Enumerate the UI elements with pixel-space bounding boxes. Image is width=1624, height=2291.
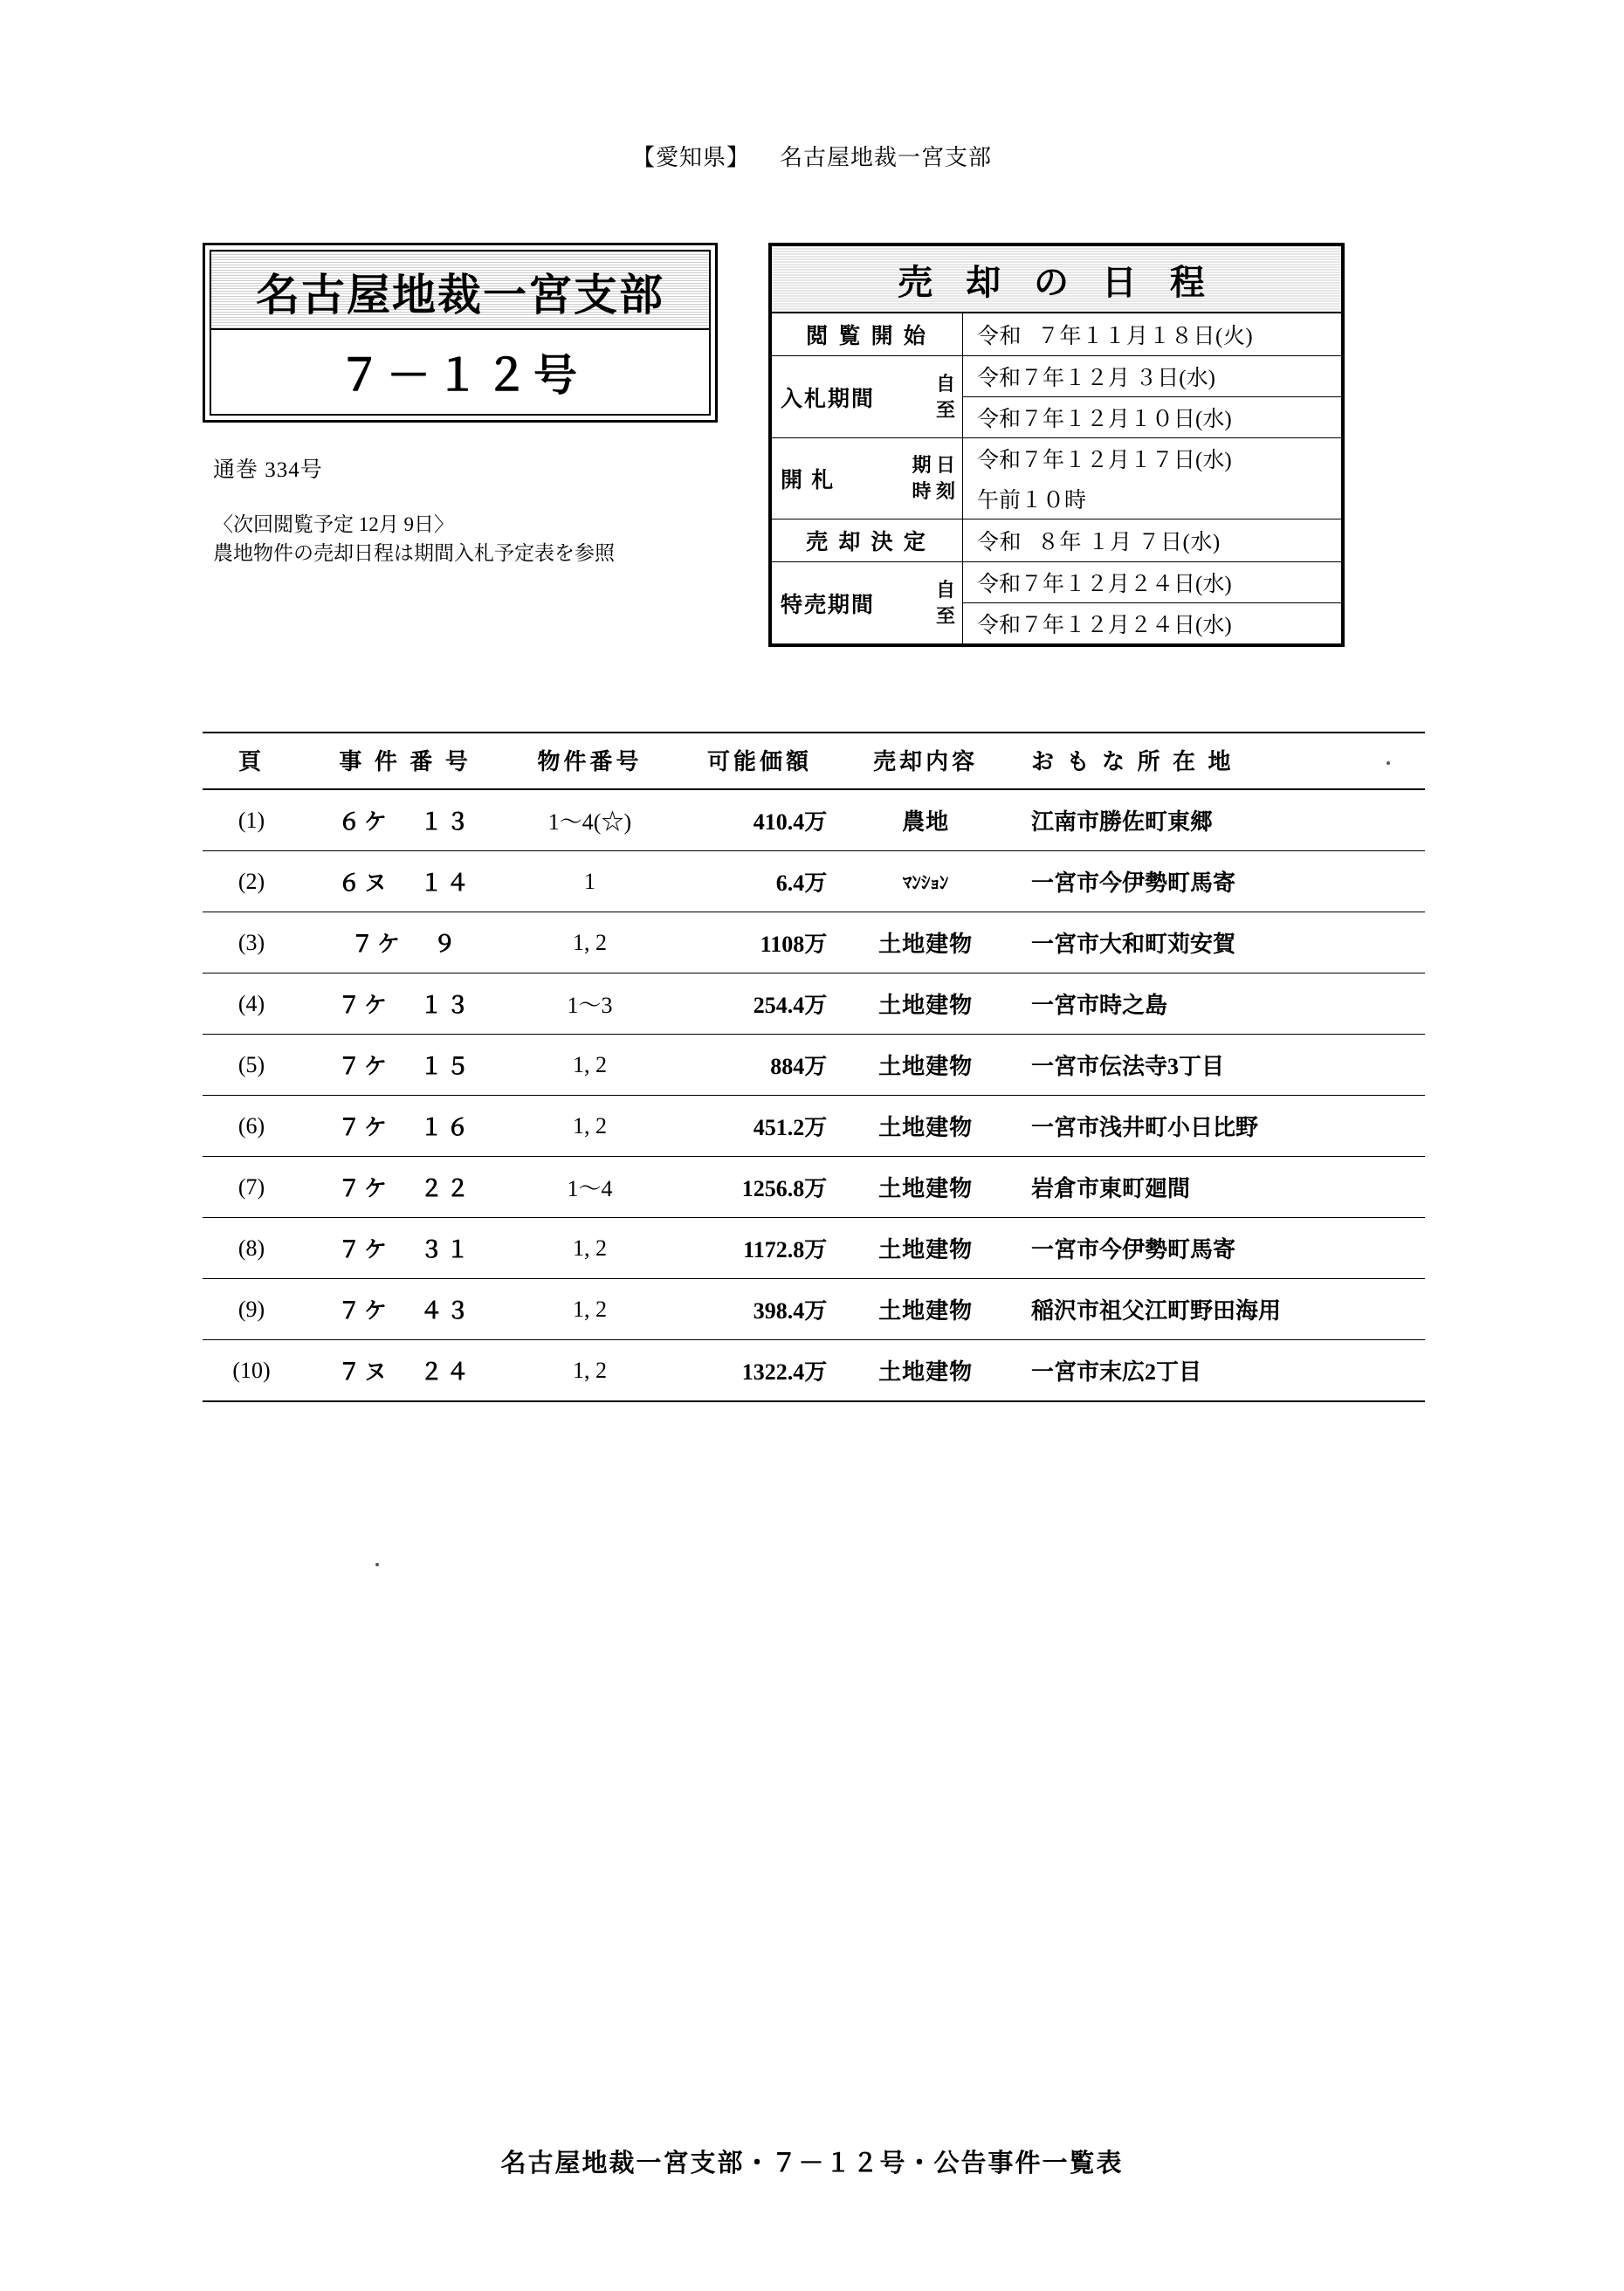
schedule-title: 売 却 の 日 程	[772, 246, 1342, 313]
opening-time: 午前１０時	[977, 489, 1087, 513]
cell-page: (2)	[203, 851, 300, 912]
cell-sale-type: 土地建物	[850, 1035, 1001, 1096]
cell-item-number: 1, 2	[510, 1096, 670, 1157]
special-sale-label: 特売期間	[781, 593, 876, 617]
cell-page: (9)	[203, 1279, 300, 1340]
table-row[interactable]	[203, 789, 1425, 851]
case-year: ７ケ	[338, 1054, 391, 1079]
column-header-sale-type: 売却内容	[850, 733, 1001, 789]
cell-address: 岩倉市東町廻間	[1001, 1157, 1425, 1218]
case-serial: １３	[420, 809, 473, 835]
cell-price: 1172.8万	[670, 1218, 850, 1279]
cell-case-number	[300, 1157, 510, 1218]
bid-period-start	[963, 356, 1341, 396]
case-serial: ３１	[420, 1237, 473, 1262]
table-row[interactable]	[203, 1157, 1425, 1218]
issue-serial: 通巻 334号	[213, 458, 323, 482]
table-row[interactable]	[203, 1218, 1425, 1279]
case-listing-table	[203, 732, 1425, 1402]
cell-page: (6)	[203, 1096, 300, 1157]
row-value-viewing-start	[963, 313, 1342, 356]
cell-case-number	[300, 1340, 510, 1402]
cell-item-number: 1, 2	[510, 1218, 670, 1279]
schedule-row-bid-period	[772, 356, 1342, 438]
bid-period-end	[963, 396, 1341, 437]
row-label-bid-period	[772, 356, 963, 438]
case-serial: １５	[420, 1054, 473, 1079]
case-year: ７ケ	[338, 1176, 391, 1201]
title-block	[203, 243, 718, 423]
cell-price: 1322.4万	[670, 1340, 850, 1402]
cell-address: 一宮市伝法寺3丁目	[1001, 1035, 1425, 1096]
special-sale-from-to	[936, 577, 955, 629]
cell-sale-type: 土地建物	[850, 1218, 1001, 1279]
schedule-row-viewing-start	[772, 313, 1342, 356]
column-header-item-number: 物件番号	[510, 733, 670, 789]
cell-case-number	[300, 851, 510, 912]
era-label: 令和	[977, 325, 1022, 348]
cell-case-number	[300, 1096, 510, 1157]
cell-case-number	[300, 1035, 510, 1096]
document-footer: 名古屋地裁一宮支部・７－１２号・公告事件一覧表	[500, 2148, 1124, 2177]
case-serial: １３	[420, 993, 473, 1018]
cell-sale-type: 土地建物	[850, 1157, 1001, 1218]
stray-mark-header	[1387, 761, 1390, 765]
era-label: 令和	[977, 408, 1022, 431]
cell-address: 一宮市今伊勢町馬寄	[1001, 1218, 1425, 1279]
table-row[interactable]	[203, 1096, 1425, 1157]
case-year: ７ケ	[338, 1237, 391, 1262]
cell-page: (1)	[203, 789, 300, 851]
cell-case-number	[300, 1218, 510, 1279]
column-header-price: 可能価額	[670, 733, 850, 789]
cell-case-number	[300, 974, 510, 1035]
row-value-bid-period	[963, 356, 1342, 438]
cell-page: (3)	[203, 912, 300, 974]
opening-time-label: 時 刻	[912, 480, 955, 502]
document-header	[0, 140, 1624, 172]
table-row[interactable]	[203, 912, 1425, 974]
cell-item-number: 1, 2	[510, 912, 670, 974]
era-label: 令和	[977, 614, 1022, 637]
cell-item-number: 1〜4(☆)	[510, 789, 670, 851]
to-label: 至	[935, 398, 955, 421]
cell-item-number: 1, 2	[510, 1279, 670, 1340]
date-value: ８年 １月 ７日(水)	[1037, 531, 1221, 554]
cell-page: (5)	[203, 1035, 300, 1096]
era-label: 令和	[977, 449, 1022, 472]
cell-address: 一宮市大和町苅安賀	[1001, 912, 1425, 974]
cell-page: (10)	[203, 1340, 300, 1402]
date-value: ７年１２月１７日(水)	[1021, 449, 1232, 472]
to-label: 至	[935, 604, 955, 627]
cell-price: 410.4万	[670, 789, 850, 851]
cell-address: 江南市勝佐町東郷	[1001, 789, 1425, 851]
date-value: ７年１２月１０日(水)	[1021, 408, 1232, 431]
row-label-sale-decision: 売 却 決 定	[772, 519, 963, 562]
special-sale-end	[963, 602, 1341, 643]
from-label: 自	[935, 578, 955, 601]
row-label-viewing-start: 閲 覧 開 始	[772, 313, 963, 356]
cell-address: 一宮市浅井町小日比野	[1001, 1096, 1425, 1157]
case-serial: ２４	[420, 1359, 473, 1385]
date-value: ７年１２月 ３日(水)	[1021, 367, 1215, 390]
bid-period-label: 入札期間	[781, 387, 876, 411]
case-serial: ４３	[420, 1298, 473, 1324]
case-year: ７ケ	[338, 993, 391, 1018]
cell-sale-type: ﾏﾝｼｮﾝ	[850, 851, 1001, 912]
cell-sale-type: 土地建物	[850, 1096, 1001, 1157]
case-year: ７ヌ	[338, 1359, 391, 1385]
cell-address: 一宮市時之島	[1001, 974, 1425, 1035]
row-value-sale-decision	[963, 519, 1342, 562]
case-year: ６ケ	[338, 809, 391, 835]
row-value-special-sale	[963, 562, 1342, 644]
case-serial: １６	[420, 1115, 473, 1140]
cell-price: 1256.8万	[670, 1157, 850, 1218]
cell-case-number	[300, 912, 510, 974]
sale-schedule-table	[768, 243, 1345, 647]
bid-period-from-to	[936, 371, 955, 423]
cell-price: 884万	[670, 1035, 850, 1096]
title-block-inner	[210, 250, 711, 416]
next-viewing-date: 〈次回閲覧予定 12月 9日〉	[213, 513, 454, 535]
opening-date-label: 期 日	[912, 454, 955, 477]
table-header-row	[203, 733, 1425, 789]
table-row[interactable]	[203, 1279, 1425, 1340]
table-row[interactable]	[203, 974, 1425, 1035]
opening-date-time-labels	[912, 452, 955, 504]
title-court-name: 名古屋地裁一宮支部	[211, 251, 709, 330]
cell-address: 稲沢市祖父江町野田海用	[1001, 1279, 1425, 1340]
table-row[interactable]	[203, 1340, 1425, 1402]
opening-date	[963, 438, 1341, 478]
cell-case-number	[300, 1279, 510, 1340]
title-issue-number: ７－１２号	[338, 350, 582, 401]
case-year: ７ケ	[338, 1115, 391, 1140]
column-header-case-number: 事 件 番 号	[300, 733, 510, 789]
cell-address: 一宮市末広2丁目	[1001, 1340, 1425, 1402]
cell-page: (8)	[203, 1218, 300, 1279]
date-value: ７年１１月１８日(火)	[1037, 325, 1254, 348]
row-label-special-sale	[772, 562, 963, 644]
cell-sale-type: 農地	[850, 789, 1001, 851]
cell-price: 1108万	[670, 912, 850, 974]
cell-page: (4)	[203, 974, 300, 1035]
cell-price: 451.2万	[670, 1096, 850, 1157]
farmland-note: 農地物件の売却日程は期間入札予定表を参照	[213, 541, 615, 564]
table-row[interactable]	[203, 1035, 1425, 1096]
cell-item-number: 1, 2	[510, 1035, 670, 1096]
column-header-page: 頁	[203, 733, 300, 789]
row-label-opening	[772, 438, 963, 519]
case-serial: ２２	[420, 1176, 473, 1201]
opening-label: 開 札	[781, 469, 836, 492]
cell-page: (7)	[203, 1157, 300, 1218]
date-value: ７年１２月２４日(水)	[1021, 614, 1232, 637]
cell-item-number: 1	[510, 851, 670, 912]
case-year: ６ヌ	[338, 870, 391, 896]
table-row[interactable]	[203, 851, 1425, 912]
cell-case-number	[300, 789, 510, 851]
cell-sale-type: 土地建物	[850, 912, 1001, 974]
era-label: 令和	[977, 531, 1022, 554]
court-name: 名古屋地裁一宮支部	[780, 145, 993, 170]
cell-address: 一宮市今伊勢町馬寄	[1001, 851, 1425, 912]
cell-price: 254.4万	[670, 974, 850, 1035]
case-serial: １４	[420, 870, 473, 896]
case-year: ７ケ	[338, 1298, 391, 1324]
prefecture-label: 【愛知県】	[631, 145, 750, 170]
cell-item-number: 1〜3	[510, 974, 670, 1035]
era-label: 令和	[977, 367, 1022, 390]
cell-sale-type: 土地建物	[850, 1279, 1001, 1340]
schedule-row-opening	[772, 438, 1342, 519]
case-year: ７ケ	[351, 932, 404, 957]
column-header-address: お も な 所 在 地	[1001, 733, 1425, 789]
schedule-row-special-sale	[772, 562, 1342, 644]
schedule-row-sale-decision	[772, 519, 1342, 562]
row-value-opening	[963, 438, 1342, 519]
cell-sale-type: 土地建物	[850, 974, 1001, 1035]
date-value: ７年１２月２４日(水)	[1021, 573, 1232, 596]
cell-price: 6.4万	[670, 851, 850, 912]
stray-mark	[375, 1563, 379, 1566]
era-label: 令和	[977, 573, 1022, 596]
cell-sale-type: 土地建物	[850, 1340, 1001, 1402]
cell-item-number: 1, 2	[510, 1340, 670, 1402]
case-serial: ９	[433, 932, 460, 957]
cell-item-number: 1〜4	[510, 1157, 670, 1218]
meta-block	[213, 454, 615, 568]
special-sale-start	[963, 562, 1341, 602]
from-label: 自	[935, 372, 955, 395]
cell-price: 398.4万	[670, 1279, 850, 1340]
